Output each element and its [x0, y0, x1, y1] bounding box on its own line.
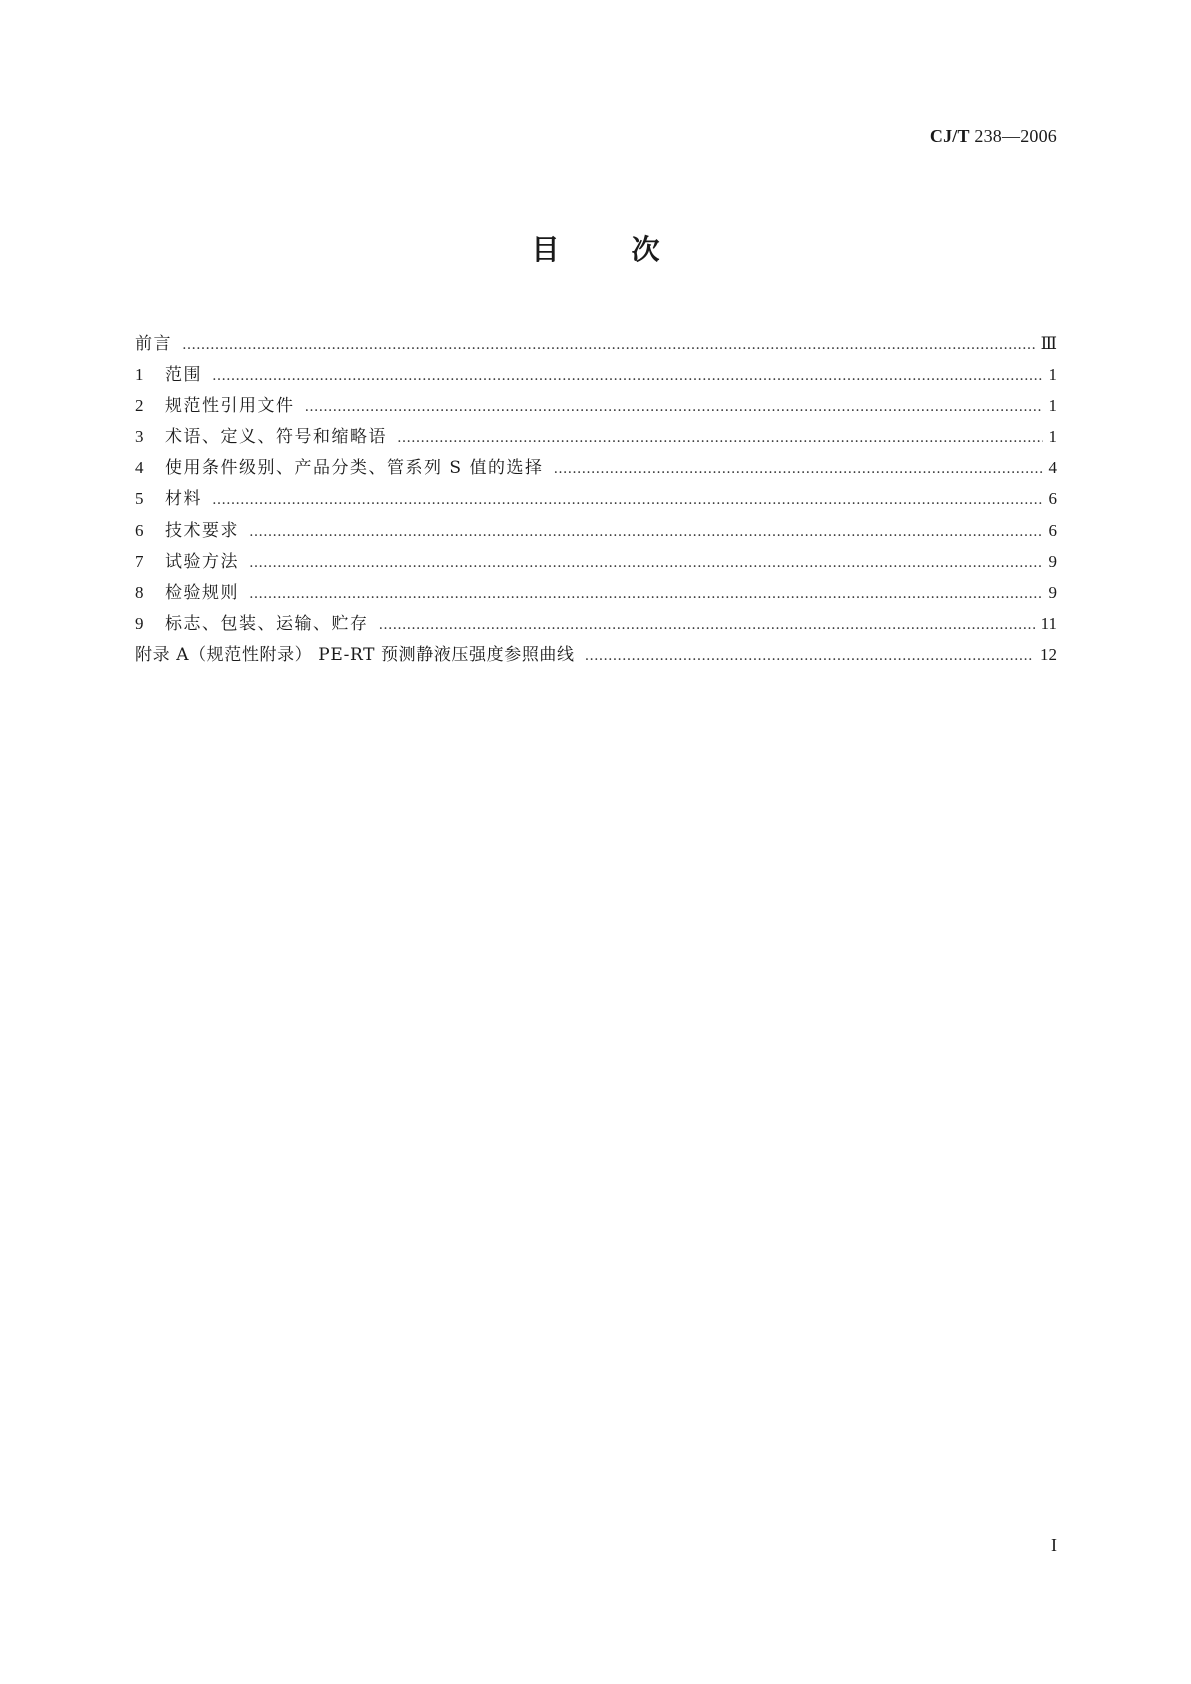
page-title: 目次	[531, 233, 732, 266]
toc-entry-label: 术语、定义、符号和缩略语	[165, 427, 387, 448]
toc-entry-label: 技术要求	[165, 520, 239, 541]
toc-entry-page: 6	[1048, 520, 1057, 540]
toc-entry-number: 1	[135, 365, 144, 385]
toc-entry-label: 标志、包装、运输、贮存	[165, 613, 369, 634]
toc-entry-label: 附录 A（规范性附录） PE-RT 预测静液压强度参照曲线	[135, 644, 575, 665]
toc-entry-page: 9	[1048, 551, 1057, 571]
toc-entry-page: 11	[1040, 613, 1057, 633]
toc-entry-4[interactable]	[135, 453, 1057, 484]
toc-entry-number: 3	[135, 427, 144, 447]
toc-entry-number: 9	[135, 613, 144, 633]
toc-entry-label: 范围	[165, 365, 202, 386]
toc-entry-6[interactable]	[135, 516, 1057, 547]
page-number: I	[1051, 1535, 1057, 1555]
toc-entry-number: 5	[135, 489, 144, 509]
toc-leader-dots	[553, 461, 1042, 477]
toc-leader-dots	[182, 337, 1035, 353]
toc-entry-page: 12	[1040, 644, 1057, 664]
toc-entry-page: 6	[1048, 489, 1057, 509]
toc-entry-3[interactable]	[135, 422, 1057, 453]
toc-leader-dots	[397, 430, 1043, 446]
toc-leader-dots	[212, 368, 1043, 384]
toc-entry-8[interactable]	[135, 578, 1057, 609]
toc-entry-page: 9	[1048, 582, 1057, 602]
toc-leader-dots	[249, 555, 1043, 571]
standard-prefix: CJ/T	[929, 126, 970, 146]
toc-entry-label: 前言	[135, 334, 172, 354]
standard-code	[930, 126, 1057, 147]
toc-entry-appendix-a[interactable]	[135, 640, 1057, 671]
table-of-contents	[135, 329, 1057, 671]
toc-entry-number: 6	[135, 520, 144, 540]
toc-leader-dots	[379, 617, 1035, 633]
toc-leader-dots	[212, 492, 1043, 508]
toc-entry-page: 1	[1048, 365, 1057, 385]
toc-entry-page: 1	[1048, 396, 1057, 416]
toc-entry-label: 试验方法	[165, 551, 239, 572]
toc-entry-label: 使用条件级别、产品分类、管系列 S 值的选择	[165, 458, 544, 479]
toc-leader-dots	[305, 399, 1043, 415]
toc-entry-number: 7	[135, 551, 144, 571]
toc-leader-dots	[249, 524, 1043, 540]
toc-entry-1[interactable]	[135, 360, 1057, 391]
toc-entry-number: 4	[135, 458, 144, 478]
toc-entry-label: 材料	[165, 489, 202, 510]
toc-entry-page: Ⅲ	[1040, 334, 1057, 353]
toc-entry-label: 检验规则	[165, 582, 239, 603]
toc-entry-page: 1	[1048, 427, 1057, 447]
toc-entry-foreword[interactable]	[135, 329, 1057, 360]
standard-number: 238—2006	[974, 126, 1057, 146]
toc-entry-number: 8	[135, 582, 144, 602]
toc-entry-5[interactable]	[135, 484, 1057, 515]
toc-entry-9[interactable]	[135, 609, 1057, 640]
toc-entry-number: 2	[135, 396, 144, 416]
toc-entry-2[interactable]	[135, 391, 1057, 422]
toc-entry-page: 4	[1048, 458, 1057, 478]
toc-entry-label: 规范性引用文件	[165, 396, 295, 417]
toc-leader-dots	[249, 586, 1043, 602]
toc-entry-7[interactable]	[135, 547, 1057, 578]
toc-leader-dots	[585, 648, 1034, 664]
